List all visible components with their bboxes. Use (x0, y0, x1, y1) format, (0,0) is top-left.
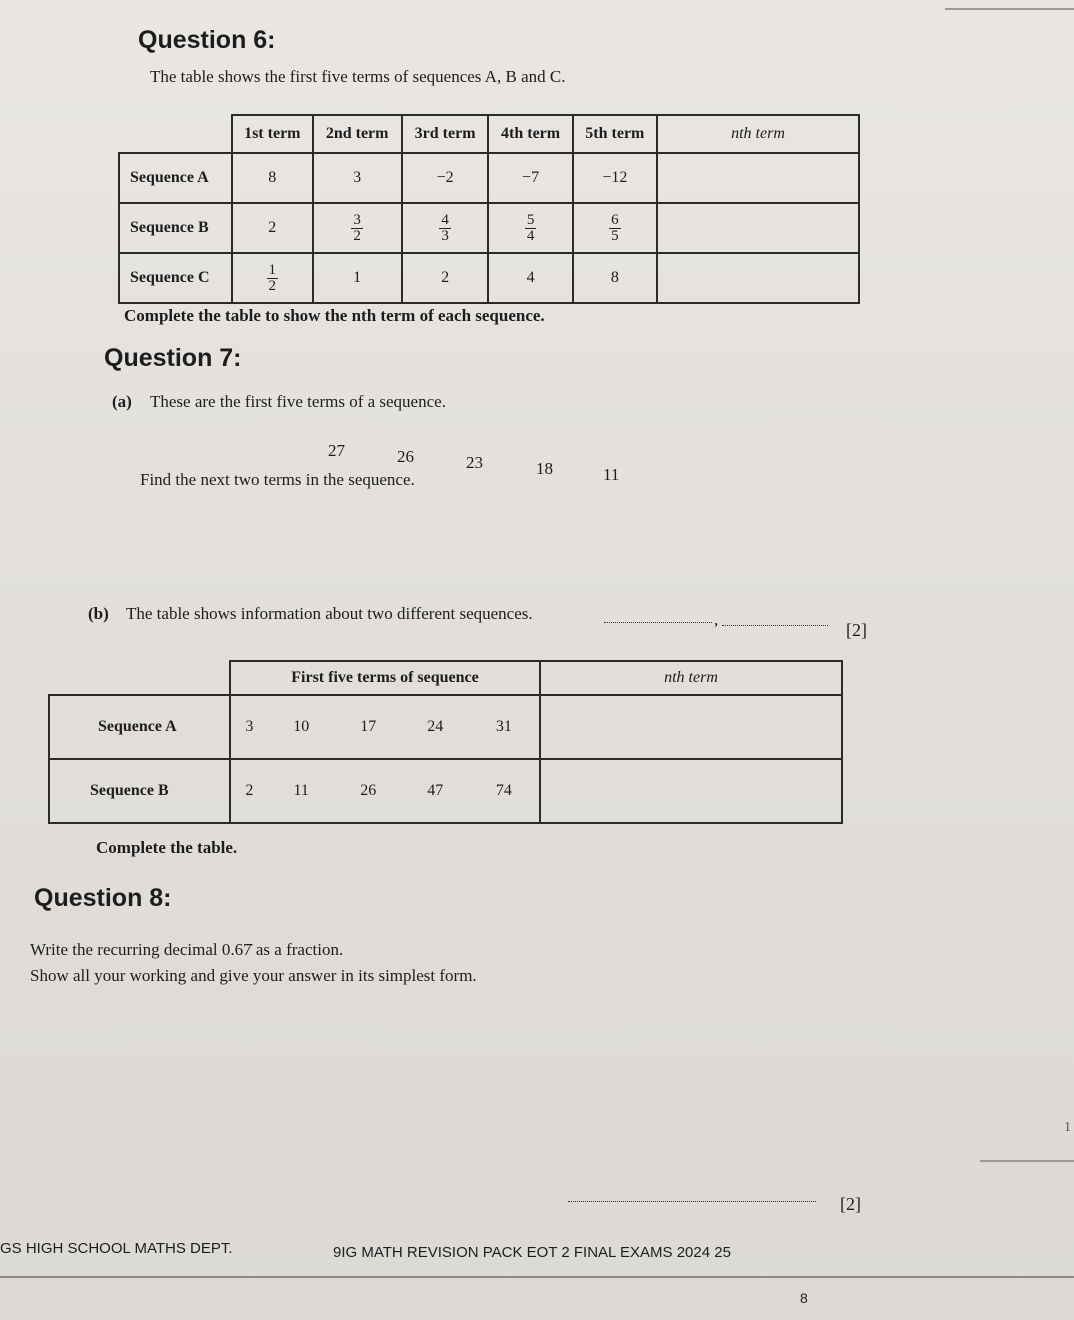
q6-title: Question 6: (138, 26, 276, 54)
q7b-row-label: Sequence A (49, 695, 230, 759)
fraction: $\frac{4}{3}$ (441, 211, 449, 244)
q7b-corner (49, 661, 230, 695)
sequence-term: 27 (328, 441, 345, 460)
q6-cell (402, 203, 489, 253)
margin-mark: 1 (1064, 1120, 1071, 1135)
q6-cell: −12 (573, 153, 657, 203)
q7a-answer-line-1[interactable] (604, 622, 712, 623)
q6-nth-answer-cell[interactable] (657, 153, 859, 203)
q6-cell (313, 203, 402, 253)
q7a-label: (a) (112, 392, 132, 411)
q6-cell: 8 (232, 153, 313, 203)
q6-cell: 1 (313, 253, 402, 303)
q6-cell: 4 (488, 253, 572, 303)
footer-pack: 9IG MATH REVISION PACK EOT 2 FINAL EXAMS 2024 25 (333, 1244, 731, 1261)
q7b-header-terms: First five terms of sequence (230, 661, 540, 695)
q6-cell: 2 (232, 203, 313, 253)
paper-edge (945, 8, 1074, 10)
q7b-row-label: Sequence B (49, 759, 230, 823)
sequence-term: 26 (397, 447, 414, 466)
q8-answer-line[interactable] (568, 1201, 816, 1202)
q6-header: 3rd term (402, 115, 489, 153)
q6-cell: 2 (402, 253, 489, 303)
q6-nth-answer-cell[interactable] (657, 203, 859, 253)
q8-line2: Show all your working and give your answer in its simplest form. (30, 966, 477, 985)
q6-header: 2nd term (313, 115, 402, 153)
q7-title: Question 7: (104, 344, 242, 372)
paper-edge (980, 1160, 1074, 1162)
q6-corner (119, 115, 232, 153)
footer-dept: GS HIGH SCHOOL MATHS DEPT. (0, 1240, 233, 1257)
q7a-text: These are the first five terms of a sequence. (150, 392, 446, 411)
paper-edge (0, 1276, 1074, 1278)
q6-intro: The table shows the first five terms of sequences A, B and C. (150, 67, 566, 86)
q7b-instruction: Complete the table. (96, 838, 238, 857)
q6-cell (488, 203, 572, 253)
q6-header: 1st term (232, 115, 313, 153)
sequence-term: 11 (603, 465, 620, 484)
q6-row-label: Sequence A (119, 153, 232, 203)
q7b-term: 2 (230, 759, 268, 823)
q6-header: 5th term (573, 115, 657, 153)
q6-cell: 8 (573, 253, 657, 303)
page-number: 8 (800, 1290, 808, 1306)
q7a-find: Find the next two terms in the sequence. (140, 470, 415, 489)
q7a-answer-line-2[interactable] (722, 625, 828, 626)
q7b-term: 24 (402, 695, 469, 759)
sequence-term: 18 (536, 459, 553, 478)
fraction: $\frac{3}{2}$ (353, 211, 361, 244)
sequence-term: 23 (466, 453, 483, 472)
q7b-label: (b) (88, 604, 109, 623)
q6-table (118, 114, 860, 304)
q7b-term: 10 (268, 695, 335, 759)
q7b-term: 31 (469, 695, 540, 759)
q7b-header-nth: nth term (540, 661, 842, 695)
q7a-separator: , (714, 610, 719, 629)
q7b-term: 17 (335, 695, 402, 759)
q8-title: Question 8: (34, 884, 172, 912)
q6-row-label: Sequence C (119, 253, 232, 303)
q7b-text: The table shows information about two different sequences. (126, 604, 533, 623)
fraction: $\frac{5}{4}$ (526, 211, 535, 244)
fraction: $\frac{6}{5}$ (611, 211, 619, 244)
q6-cell: −7 (488, 153, 572, 203)
q6-header: 4th term (488, 115, 572, 153)
q6-nth-answer-cell[interactable] (657, 253, 859, 303)
q6-cell: 3 (313, 153, 402, 203)
q6-cell (573, 203, 657, 253)
q7b-term: 26 (335, 759, 402, 823)
q7b-term: 47 (402, 759, 469, 823)
q7b-nth-answer-cell[interactable] (540, 695, 842, 759)
q6-header-nth: nth term (657, 115, 859, 153)
q6-cell (232, 253, 313, 303)
q6-row-label: Sequence B (119, 203, 232, 253)
q7b-table (48, 660, 843, 824)
q6-instruction: Complete the table to show the nth term of each sequence. (124, 306, 545, 325)
fraction: $\frac{1}{2}$ (268, 261, 277, 294)
q6-cell: −2 (402, 153, 489, 203)
q8-marks: [2] (840, 1194, 861, 1214)
q8-line1: Write the recurring decimal 0.67̇ as a fraction. (30, 940, 344, 959)
q7b-term: 74 (469, 759, 540, 823)
q7b-term: 3 (230, 695, 268, 759)
q7b-term: 11 (268, 759, 335, 823)
q7b-nth-answer-cell[interactable] (540, 759, 842, 823)
q7a-marks: [2] (846, 620, 867, 640)
